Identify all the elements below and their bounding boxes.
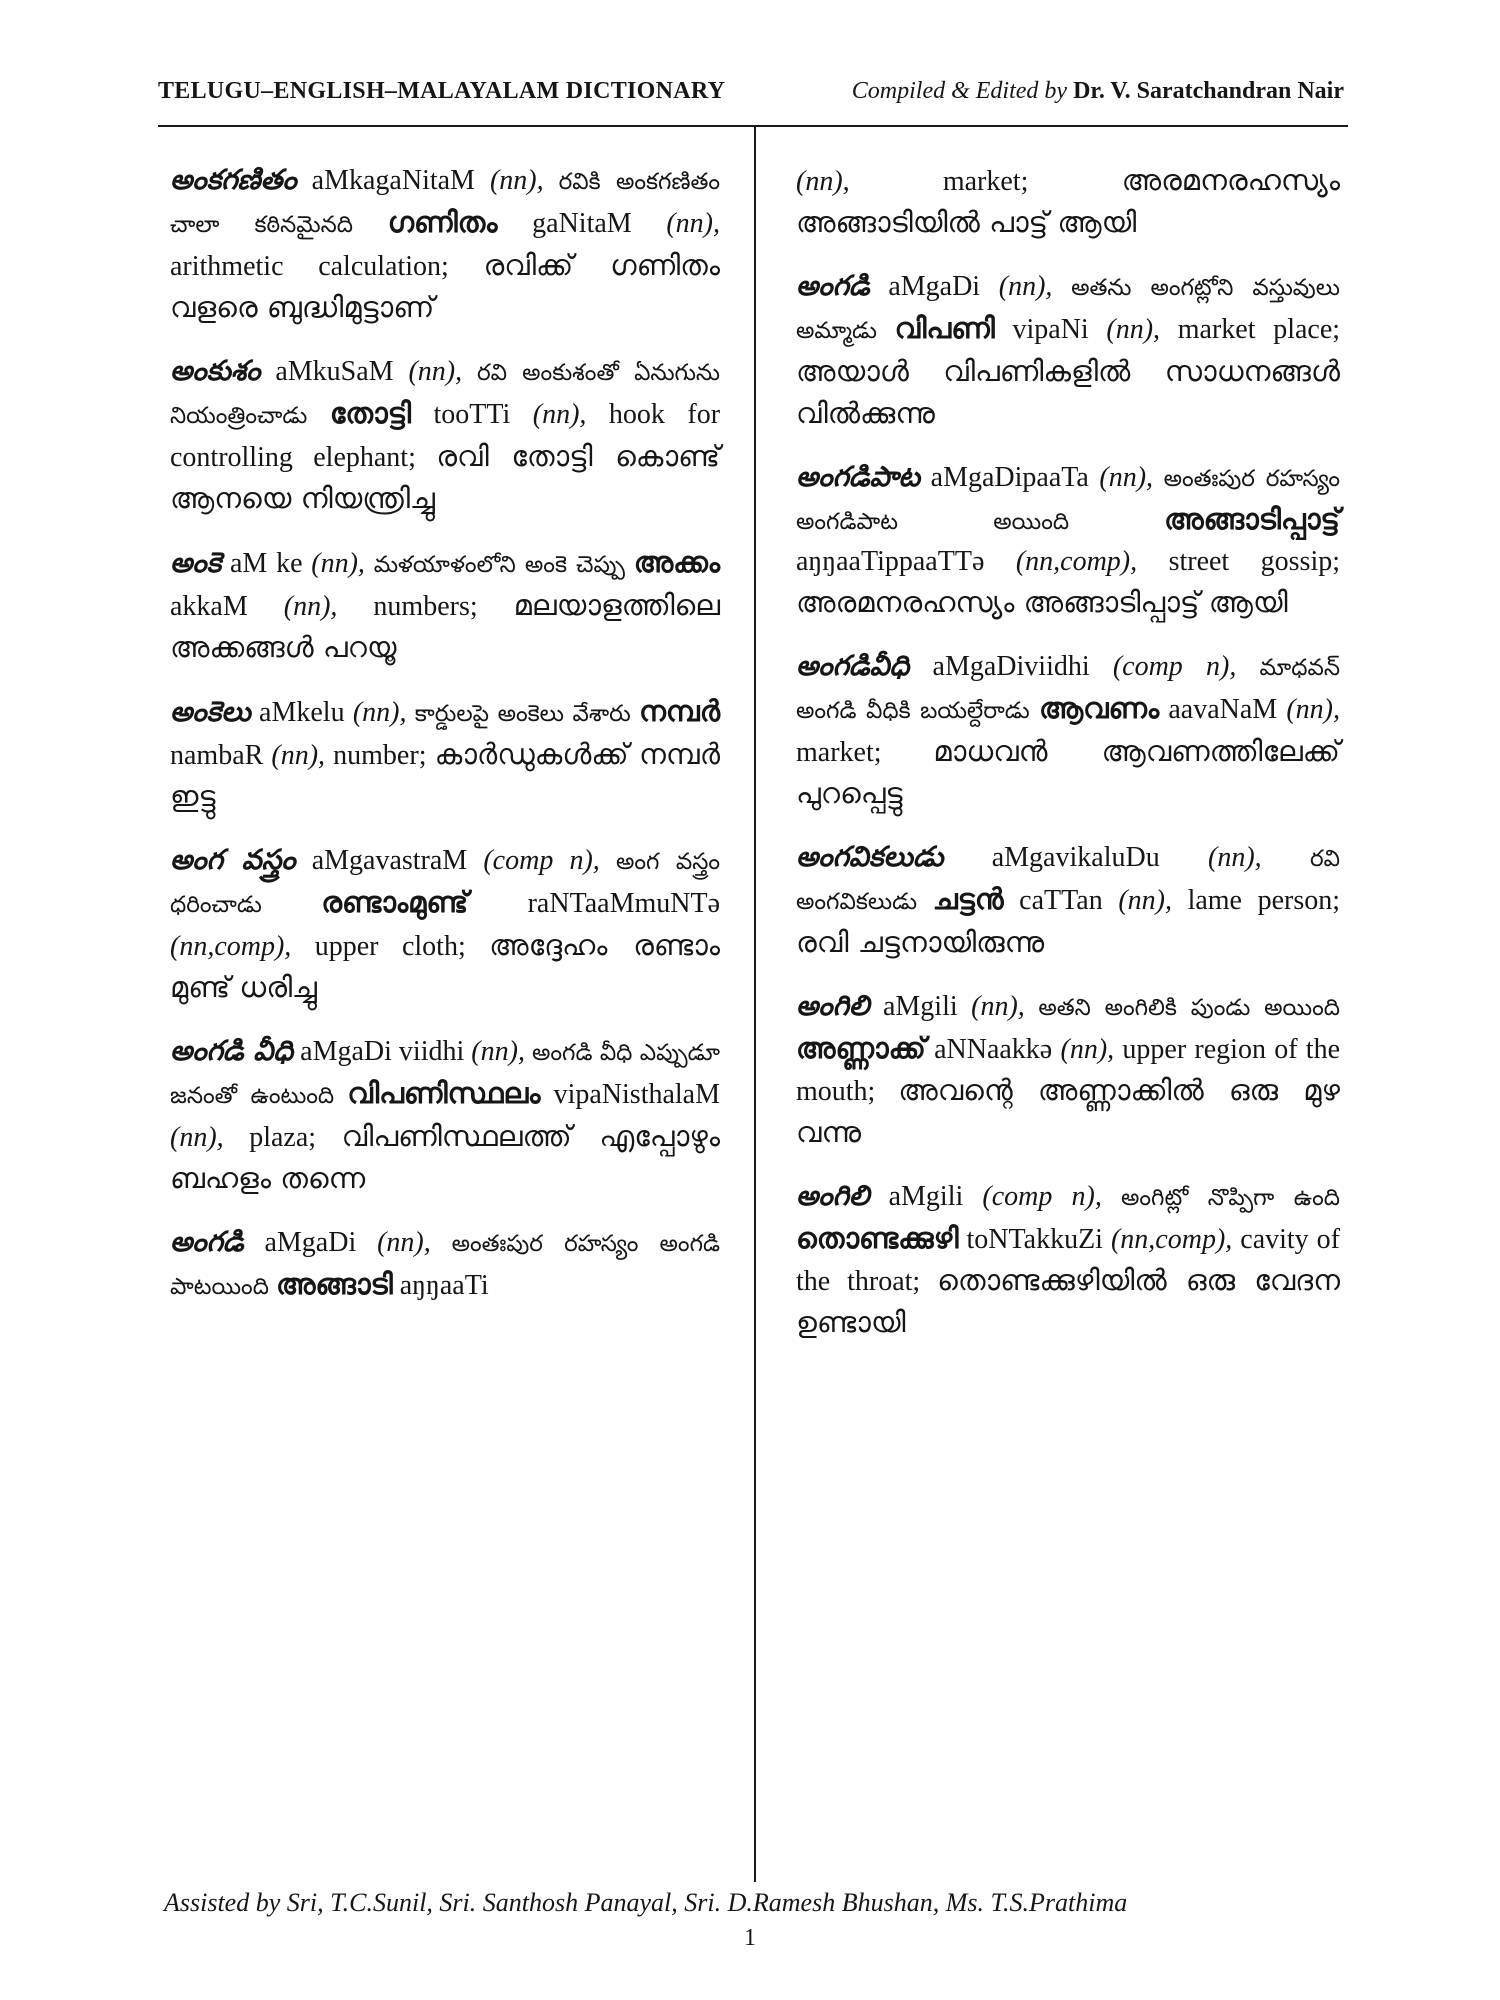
malayalam-transliteration: aNNaakkə xyxy=(934,1034,1053,1065)
compiler-credit xyxy=(852,78,1344,105)
dictionary-entry xyxy=(796,837,1340,964)
transliteration: aMgavastraM xyxy=(311,845,468,876)
dictionary-entry xyxy=(170,351,720,520)
telugu-headword: అంగ వస్త్రం xyxy=(170,843,296,876)
malayalam-transliteration: aŋŋaaTippaaTTə xyxy=(796,546,985,577)
telugu-example: మాధవన్ అంగడి వీధికి బయల్దేరాడు xyxy=(796,655,1340,724)
malayalam-example: അരമനരഹസ്യം അങ്ങാടിയിൽ പാട്ട് ആയി xyxy=(796,163,1340,239)
malayalam-grammar-tag: (nn,comp), xyxy=(1110,1224,1233,1255)
transliteration: aMgili xyxy=(882,991,958,1022)
telugu-example: అంతఃపుర రహస్యం అంగడి పాటయింది xyxy=(170,1231,721,1300)
dictionary-entry xyxy=(170,691,720,818)
grammar-tag: (nn), xyxy=(311,548,365,579)
malayalam-example: രവി ചട്ടനായിരുന്നു xyxy=(796,925,1045,959)
header-rule xyxy=(158,125,1348,127)
telugu-headword: అంగడి xyxy=(170,1225,244,1258)
malayalam-example: രവി തോട്ടി കൊണ്ട് ആനയെ നിയന്ത്രിച്ചു xyxy=(170,439,720,515)
grammar-tag: (comp n), xyxy=(982,1181,1102,1212)
telugu-headword: అంగడిపాట xyxy=(796,460,921,493)
telugu-headword: అంకుశం xyxy=(170,354,261,387)
page-header xyxy=(158,78,1344,105)
malayalam-example: മലയാളത്തിലെ അക്കങ്ങൾ പറയൂ xyxy=(170,588,721,664)
transliteration: aMkelu xyxy=(259,697,345,728)
telugu-headword: అంగిలి xyxy=(796,1179,870,1212)
telugu-example: కార్డులపై అంకెలు వేశారు xyxy=(414,701,631,727)
malayalam-headword: തോട്ടി xyxy=(329,396,412,430)
malayalam-headword: തൊണ്ടക്കുഴി xyxy=(796,1221,959,1255)
malayalam-grammar-tag: (nn), xyxy=(170,1122,224,1153)
telugu-headword: అంకె xyxy=(170,546,222,579)
malayalam-headword: രണ്ടാംമുണ്ട് xyxy=(321,885,469,919)
telugu-example: అంతఃపుర రహస్యం అంగడిపాట అయింది xyxy=(796,466,1341,535)
compiled-prefix: Compiled & Edited by xyxy=(851,78,1068,104)
grammar-tag: (nn), xyxy=(471,1036,525,1067)
malayalam-headword: അക്കം xyxy=(633,545,720,579)
telugu-example: అంగడి వీధి ఎప్పుడూ జనంతో ఉంటుంది xyxy=(170,1040,720,1109)
telugu-example: రవి అంగవికలుడు xyxy=(796,846,1341,915)
telugu-example: రవికి అంకగణితం చాలా కఠినమైనది xyxy=(170,169,721,238)
malayalam-grammar-tag: (nn), xyxy=(532,399,587,430)
dictionary-entry xyxy=(796,646,1340,815)
telugu-example: అంగిట్లో నొప్పిగా ఉంది xyxy=(1120,1185,1340,1211)
dictionary-entry xyxy=(170,542,720,669)
dictionary-entry xyxy=(170,1031,720,1200)
malayalam-example: അരമനരഹസ്യം അങ്ങാടിപ്പാട്ട് ആയി xyxy=(796,585,1288,619)
malayalam-grammar-tag: (nn), xyxy=(1060,1034,1115,1065)
malayalam-transliteration: aavaNaM xyxy=(1168,694,1278,725)
malayalam-grammar-tag: (nn,comp), xyxy=(170,931,292,962)
malayalam-example: മാധവൻ ആവണത്തിലേക്ക് പുറപ്പെട്ടു xyxy=(796,734,1340,810)
malayalam-grammar-tag: (nn,comp), xyxy=(1015,546,1138,577)
page-number: 1 xyxy=(744,1925,756,1951)
transliteration: aMgavikaluDu xyxy=(991,842,1160,873)
malayalam-headword: നമ്പർ xyxy=(639,694,721,728)
malayalam-transliteration: vipaNisthalaM xyxy=(553,1079,721,1110)
malayalam-grammar-tag: (nn), xyxy=(283,591,338,622)
telugu-example: అంగ వస్త్రం ధరించాడు xyxy=(170,849,721,918)
transliteration: aMkuSaM xyxy=(275,356,394,387)
telugu-headword: అంగడివీధి xyxy=(796,649,910,682)
compiler-name: Dr. V. Saratchandran Nair xyxy=(1073,78,1344,104)
malayalam-headword: അങ്ങാടിപ്പാട്ട് xyxy=(1164,502,1340,536)
malayalam-example: അയാൾ വിപണികളിൽ സാധനങ്ങൾ വിൽക്കുന്നു xyxy=(796,354,1340,430)
malayalam-transliteration: toNTakkuZi xyxy=(966,1224,1103,1255)
transliteration: aMgaDi xyxy=(888,271,981,302)
malayalam-transliteration: caTTan xyxy=(1019,885,1103,916)
malayalam-headword: അങ്ങാടി xyxy=(275,1267,393,1301)
transliteration: aMgaDi viidhi xyxy=(300,1036,465,1067)
telugu-headword: అంకగణితం xyxy=(170,163,297,196)
left-column xyxy=(170,160,720,1329)
malayalam-grammar-tag: (nn), xyxy=(1106,314,1161,345)
transliteration: aM ke xyxy=(229,548,303,579)
malayalam-headword: വിപണിസ്ഥലം xyxy=(347,1076,541,1110)
english-gloss: cavity of the throat; xyxy=(796,1224,1340,1297)
malayalam-transliteration: raNTaaMmuNTə xyxy=(527,888,720,919)
malayalam-transliteration: gaNitaM xyxy=(532,208,632,239)
malayalam-transliteration: akkaM xyxy=(170,591,248,622)
english-gloss: market; xyxy=(796,737,882,768)
dictionary-entry xyxy=(170,1222,720,1307)
telugu-headword: అంగిలి xyxy=(796,989,870,1022)
dictionary-entry xyxy=(796,986,1340,1154)
grammar-tag: (nn), xyxy=(408,356,463,387)
malayalam-headword: വിപണി xyxy=(894,311,995,345)
malayalam-transliteration: aŋŋaaTi xyxy=(399,1270,489,1301)
malayalam-headword: ചട്ടൻ xyxy=(932,882,1004,916)
telugu-example: రవి అంకుశంతో ఏనుగును నియంత్రించాడు xyxy=(170,360,721,429)
malayalam-grammar-tag: (nn), xyxy=(271,740,326,771)
dictionary-entry xyxy=(796,1176,1340,1344)
telugu-headword: అంగడి వీధి xyxy=(170,1034,294,1067)
dictionary-title: TELUGU–ENGLISH–MALAYALAM DICTIONARY xyxy=(158,78,726,104)
malayalam-grammar-tag: (nn), xyxy=(666,208,721,239)
telugu-example: అతని అంగిలికి పుండు అయింది xyxy=(1038,995,1341,1021)
english-gloss: upper cloth; xyxy=(314,931,466,962)
grammar-tag: (comp n), xyxy=(483,845,600,876)
english-gloss: street gossip; xyxy=(1168,546,1341,577)
transliteration: aMkagaNitaM xyxy=(311,165,475,196)
column-divider xyxy=(754,127,756,1882)
telugu-example: అతను అంగట్లోని వస్తువులు అమ్మాడు xyxy=(796,275,1341,344)
english-gloss: market; xyxy=(942,166,1029,197)
dictionary-entry xyxy=(796,266,1340,435)
grammar-tag: (nn), xyxy=(352,697,407,728)
telugu-headword: అంకెలు xyxy=(170,695,251,728)
malayalam-example: അദ്ദേഹം രണ്ടാം മുണ്ട് ധരിച്ചു xyxy=(170,928,720,1004)
malayalam-transliteration: nambaR xyxy=(170,740,264,771)
malayalam-headword: ഗണിതം xyxy=(387,205,498,239)
grammar-tag: (comp n), xyxy=(1112,651,1237,682)
english-gloss: upper region of the mouth; xyxy=(796,1034,1341,1107)
right-column xyxy=(796,160,1340,1366)
malayalam-transliteration: tooTTi xyxy=(433,399,511,430)
grammar-tag: (nn), xyxy=(998,271,1053,302)
grammar-tag: (nn), xyxy=(1099,462,1154,493)
grammar-tag: (nn), xyxy=(796,166,850,197)
transliteration: aMgili xyxy=(888,1181,964,1212)
malayalam-transliteration: vipaNi xyxy=(1012,314,1089,345)
dictionary-entry xyxy=(170,840,720,1009)
english-gloss: market place; xyxy=(1177,314,1341,345)
transliteration: aMgaDiviidhi xyxy=(932,651,1090,682)
malayalam-grammar-tag: (nn), xyxy=(1118,885,1172,916)
english-gloss: hook for controlling elephant; xyxy=(170,399,721,473)
english-gloss: number; xyxy=(333,740,427,771)
footer-credits: Assisted by Sri, T.C.Sunil, Sri. Santhosh Panayal, Sri. D.Ramesh Bhushan, Ms. T.S.Prathima xyxy=(164,1888,1128,1917)
english-gloss: arithmetic calculation; xyxy=(170,251,449,282)
telugu-headword: అంగవికలుడు xyxy=(796,840,944,873)
transliteration: aMgaDipaaTa xyxy=(930,462,1089,493)
english-gloss: lame person; xyxy=(1187,885,1340,916)
malayalam-headword: അണ്ണാക്ക് xyxy=(796,1031,926,1065)
malayalam-example: കാർഡുകൾക്ക് നമ്പർ ഇട്ടു xyxy=(170,737,720,813)
dictionary-entry xyxy=(796,457,1340,624)
telugu-example: మళయాళంలోని అంకె చెప్పు xyxy=(373,552,626,578)
malayalam-example: വിപണിസ്ഥലത്ത് എപ്പോഴും ബഹളം തന്നെ xyxy=(170,1119,721,1195)
english-gloss: plaza; xyxy=(249,1122,317,1153)
dictionary-entry xyxy=(796,160,1340,244)
malayalam-example: തൊണ്ടക്കുഴിയിൽ ഒരു വേദന ഉണ്ടായി xyxy=(796,1263,1341,1339)
malayalam-example: അവന്റെ അണ്ണാക്കിൽ ഒരു മുഴ വന്നു xyxy=(796,1073,1340,1149)
grammar-tag: (nn), xyxy=(971,991,1025,1022)
transliteration: aMgaDi xyxy=(264,1227,357,1258)
grammar-tag: (nn), xyxy=(489,165,544,196)
telugu-headword: అంగడి xyxy=(796,269,870,302)
grammar-tag: (nn), xyxy=(1208,842,1262,873)
malayalam-grammar-tag: (nn), xyxy=(1286,694,1341,725)
dictionary-entry xyxy=(170,160,720,329)
malayalam-example: രവിക്ക് ഗണിതം വളരെ ബുദ്ധിമുട്ടാണ് xyxy=(170,248,720,324)
grammar-tag: (nn), xyxy=(377,1227,431,1258)
malayalam-headword: ആവണം xyxy=(1038,691,1160,725)
english-gloss: numbers; xyxy=(373,591,478,622)
